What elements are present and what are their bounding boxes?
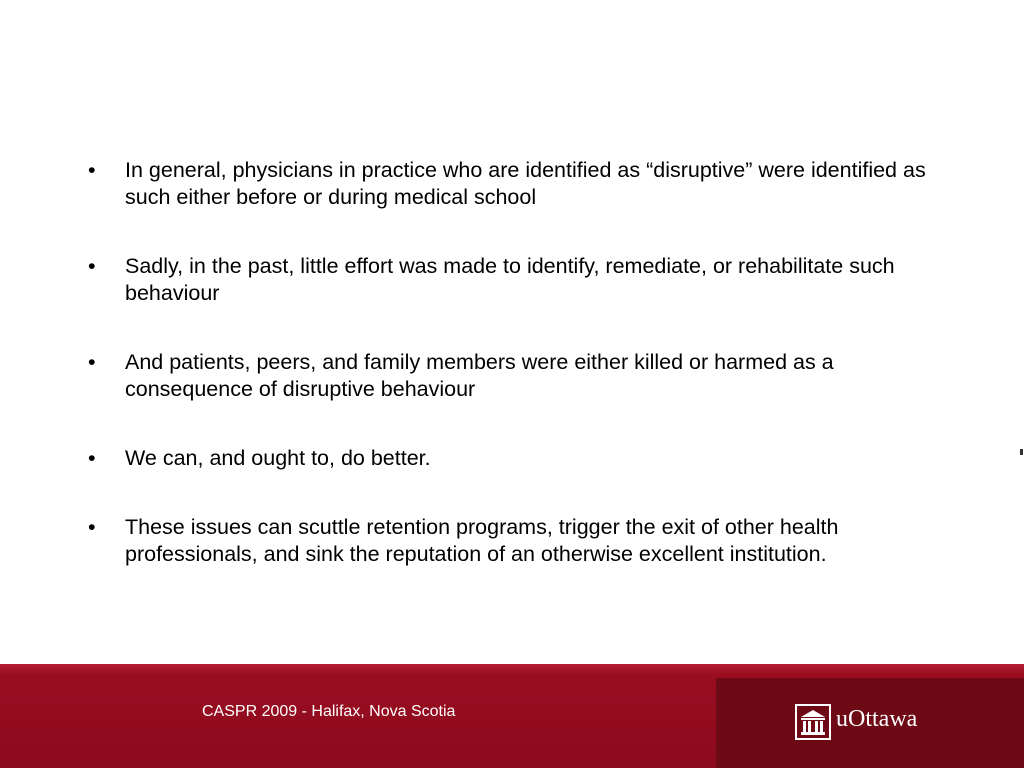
bullet-text: These issues can scuttle retention programs, trigger the exit of other health professionals, and sink the reputation of an otherwise excellent institution. bbox=[125, 515, 839, 566]
footer-brand-panel bbox=[716, 678, 1024, 768]
bullet-text: In general, physicians in practice who are identified as “disruptive” were identified as such either before or during medical school bbox=[125, 158, 926, 209]
bullet-text: Sadly, in the past, little effort was made to identify, remediate, or rehabilitate such behaviour bbox=[125, 254, 895, 305]
bullet-text: And patients, peers, and family members were either killed or harmed as a consequence of disruptive behaviour bbox=[125, 350, 834, 401]
edge-mark bbox=[1020, 449, 1023, 455]
bullet-item bbox=[88, 445, 938, 472]
bullet-item bbox=[88, 253, 938, 307]
bullet-list bbox=[88, 157, 938, 568]
footer-event-text: CASPR 2009 - Halifax, Nova Scotia bbox=[202, 703, 456, 720]
footer-band bbox=[0, 664, 1024, 768]
bullet-item bbox=[88, 349, 938, 403]
slide-body bbox=[88, 157, 938, 568]
bullet-text: We can, and ought to, do better. bbox=[125, 446, 431, 470]
brand-logo-text: uOttawa bbox=[836, 706, 918, 732]
bullet-marker: • bbox=[88, 254, 96, 278]
bullet-marker: • bbox=[88, 515, 96, 539]
bullet-item bbox=[88, 514, 938, 568]
bullet-marker: • bbox=[88, 350, 96, 374]
bullet-item bbox=[88, 157, 938, 211]
bullet-marker: • bbox=[88, 158, 96, 182]
building-crest-icon bbox=[795, 704, 831, 745]
bullet-marker: • bbox=[88, 446, 96, 470]
